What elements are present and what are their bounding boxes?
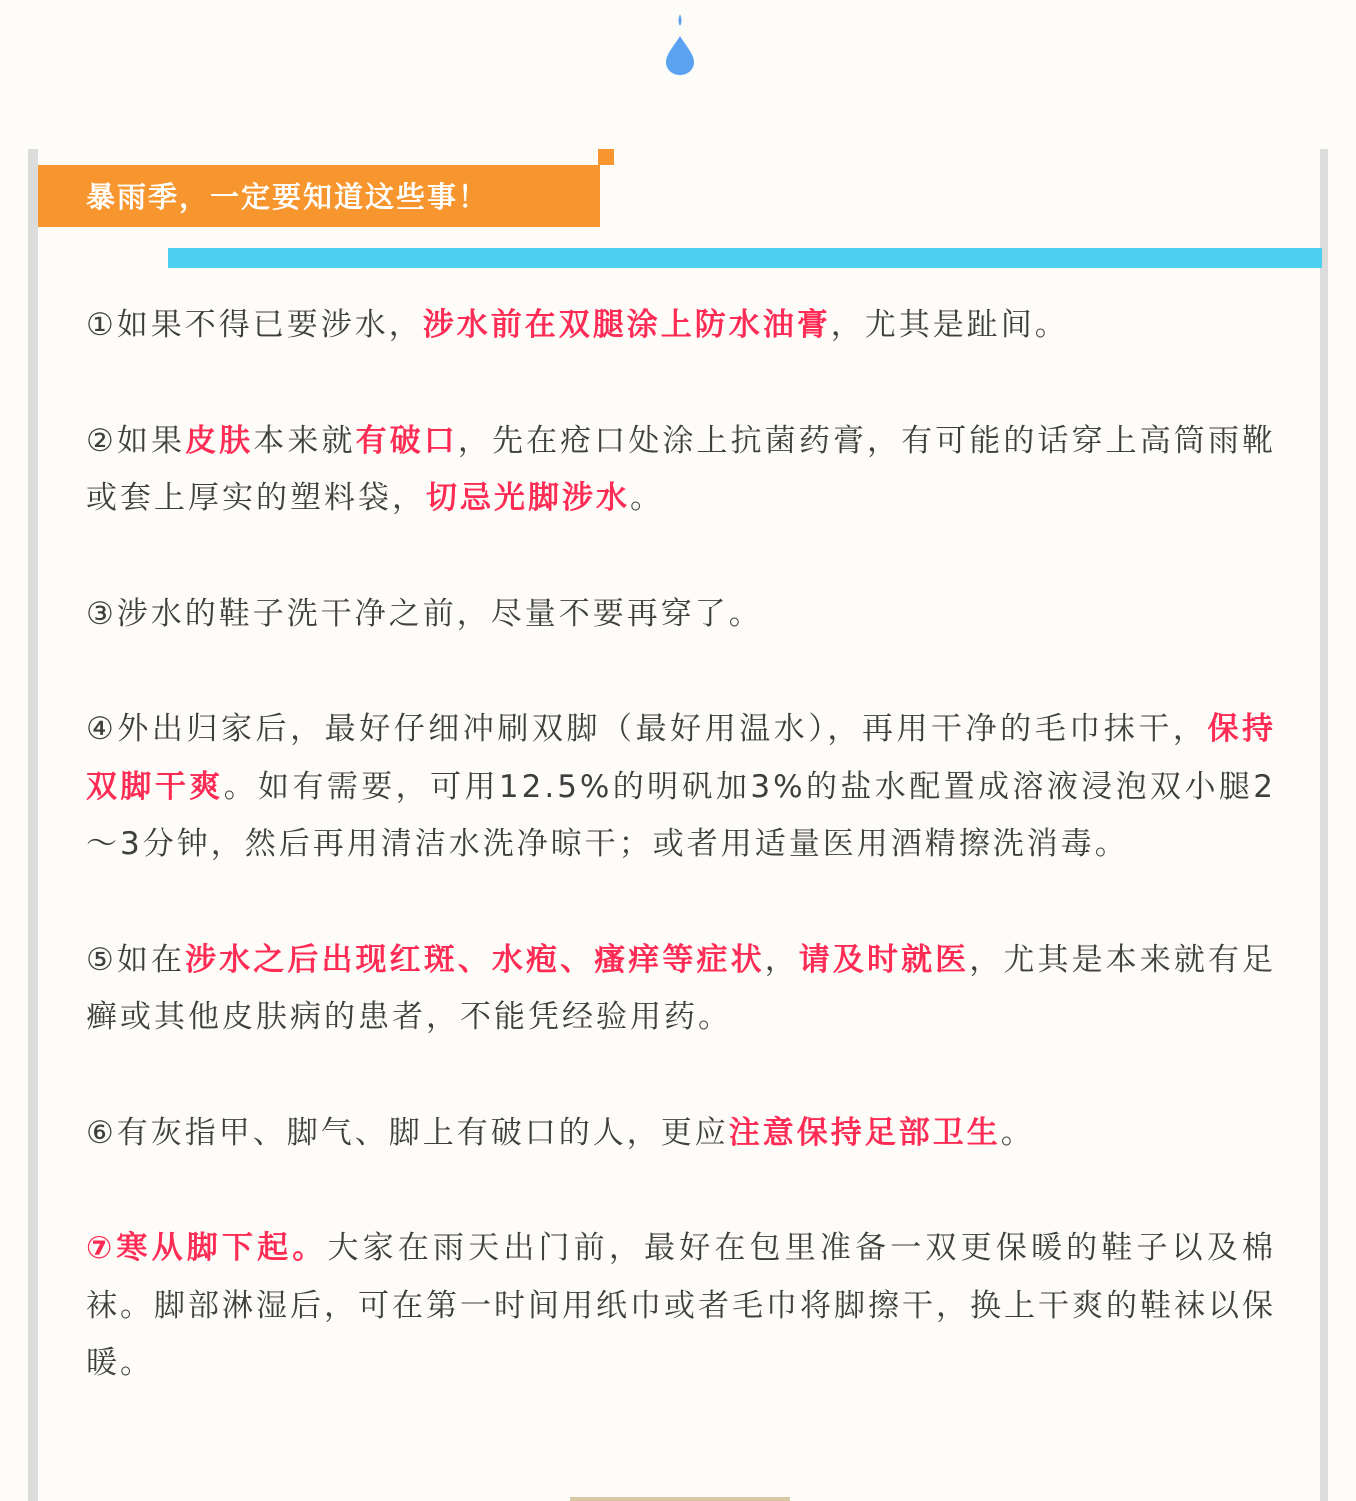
- highlight-text: 切忌光脚涉水: [426, 480, 630, 516]
- tip-text: ②如果: [86, 422, 186, 459]
- tip-text: ，先在疮口处涂上抗菌药膏，有可能的话穿上高筒雨靴或套上厚实的塑料袋，: [86, 422, 1277, 516]
- highlight-text: ⑦寒从脚下起。: [86, 1230, 328, 1266]
- tip-text: ，: [764, 941, 799, 978]
- highlight-text: 皮肤: [185, 422, 254, 459]
- tip-text: 大家在雨天出门前，最好在包里准备一双更保暖的鞋子以及棉袜。脚部淋湿后，可在第一时间用纸巾或者毛巾将脚擦干，换上干爽的鞋袜以保暖。: [86, 1230, 1276, 1381]
- tip-text: ⑤如在: [86, 941, 186, 978]
- tip-paragraph: [86, 932, 1276, 1047]
- tip-text: ①如果不得已要涉水，: [86, 307, 423, 343]
- bottom-decoration: [570, 1497, 790, 1501]
- tip-text: ④外出归家后，最好仔细冲刷双脚（最好用温水），再用干净的毛巾抹干，: [86, 711, 1208, 747]
- tip-text: ⑥有灰指甲、脚气、脚上有破口的人，更应: [86, 1114, 729, 1151]
- tip-paragraph: [86, 413, 1276, 528]
- title-corner-decoration: [598, 149, 614, 165]
- tip-text: ③涉水的鞋子洗干净之前，尽量不要再穿了。: [86, 595, 763, 632]
- tip-text: 本来就: [253, 422, 356, 459]
- highlight-text: 有破口: [355, 422, 458, 459]
- tip-text: ，尤其是趾间。: [830, 307, 1069, 343]
- tip-paragraph: [86, 586, 1276, 644]
- tip-paragraph: [86, 1220, 1276, 1393]
- tip-text: 。如有需要，可用12.5%的明矾加3%的盐水配置成溶液浸泡双小腿2～3分钟，然后再用清洁水洗净晾干；或者用适量医用酒精擦洗消毒。: [86, 768, 1277, 862]
- highlight-text: 请及时就医: [798, 941, 970, 978]
- water-drop-icon: [664, 14, 696, 76]
- frame-left-border: [28, 149, 38, 1501]
- section-title: 暴雨季，一定要知道这些事！: [86, 180, 490, 214]
- highlight-text: 注意保持足部卫生: [728, 1114, 1001, 1151]
- tip-paragraph: [86, 1105, 1276, 1163]
- tips-list: [86, 297, 1276, 1451]
- section-title-bar: [38, 165, 600, 227]
- tip-paragraph: [86, 297, 1276, 355]
- highlight-text: 保持双脚干爽: [86, 711, 1277, 805]
- tip-text: 。: [630, 480, 664, 516]
- tip-paragraph: [86, 701, 1276, 874]
- highlight-text: 涉水前在双腿涂上防水油膏: [422, 307, 831, 343]
- tip-text: ，尤其是本来就有足癣或其他皮肤病的患者，不能凭经验用药。: [86, 941, 1277, 1035]
- frame-right-border: [1320, 149, 1328, 1501]
- tip-text: 。: [1000, 1114, 1035, 1151]
- divider-blue-bar: [168, 248, 1322, 268]
- highlight-text: 涉水之后出现红斑、水疱、瘙痒等症状: [185, 941, 765, 978]
